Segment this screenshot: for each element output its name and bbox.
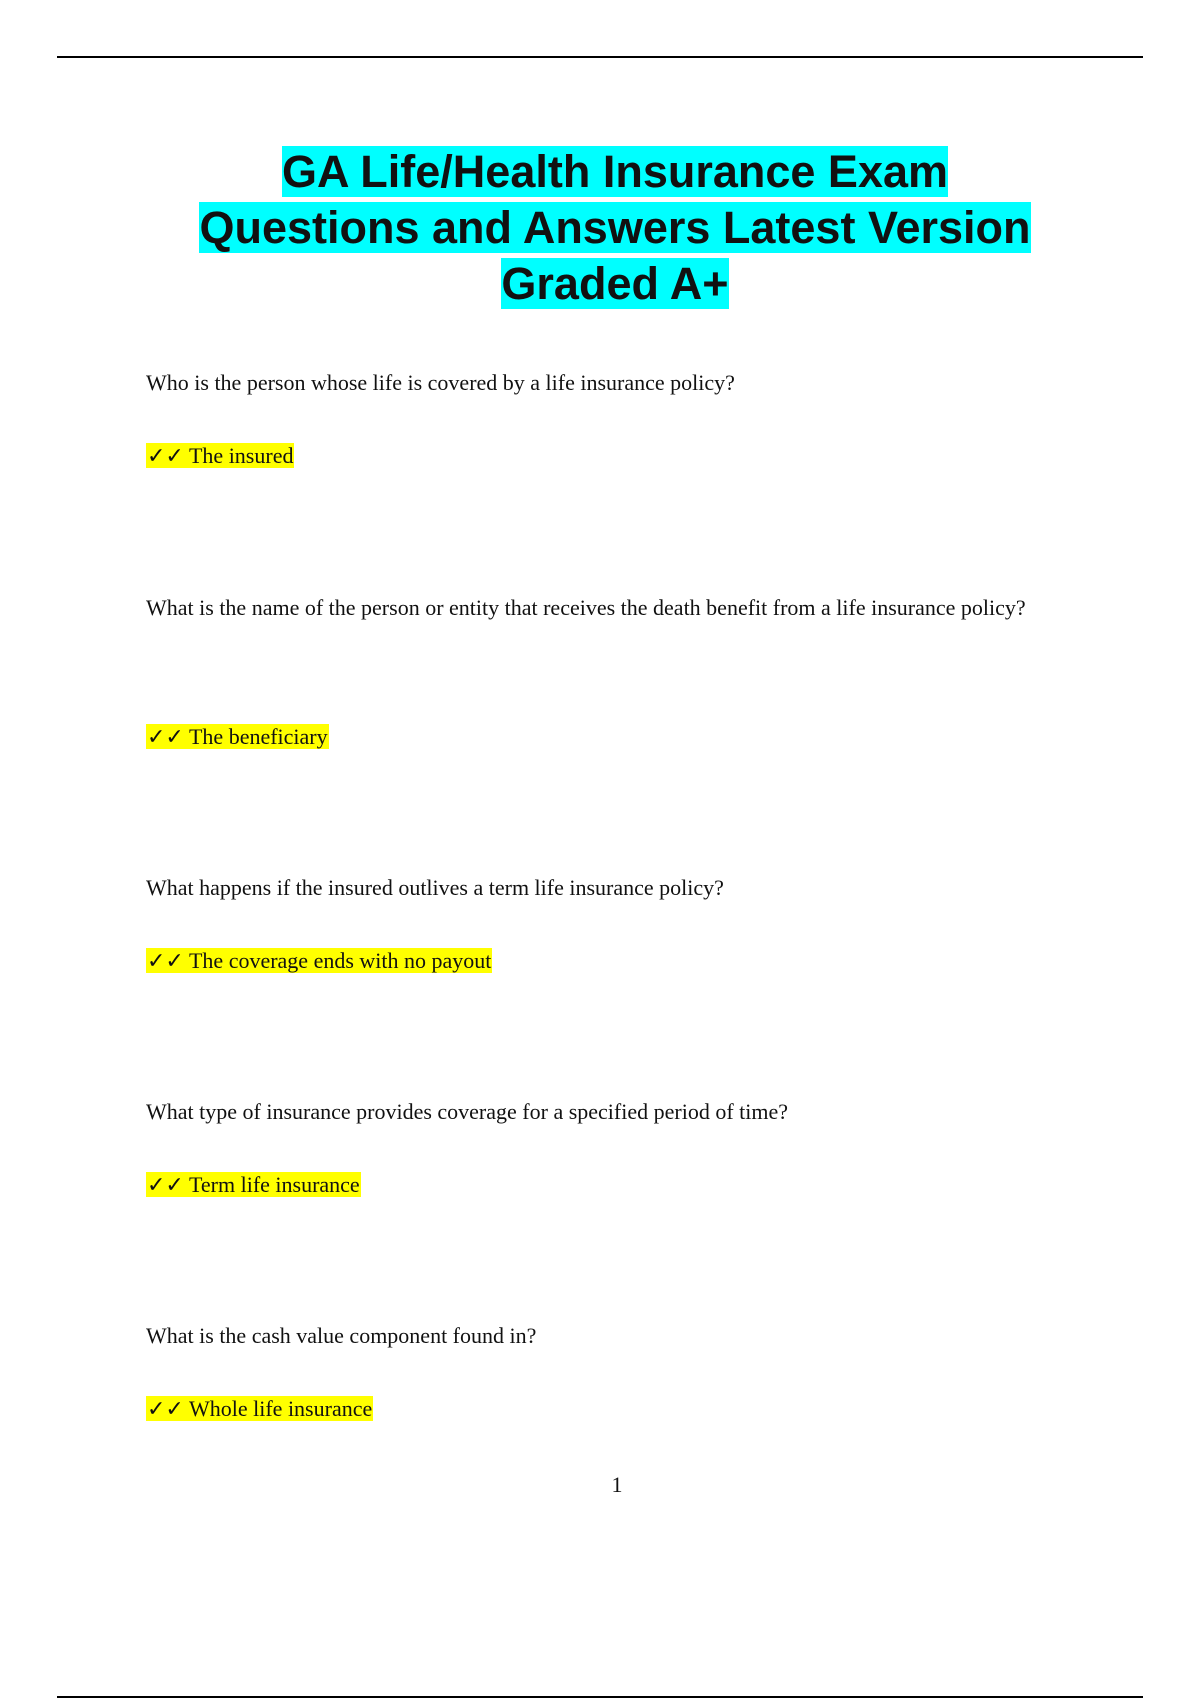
document-title	[60, 144, 1170, 312]
answer-5	[146, 1393, 373, 1426]
check-icon: ✓✓	[147, 949, 184, 974]
answer-2	[146, 721, 329, 754]
answer-4	[146, 1169, 361, 1202]
title-line-2: Questions and Answers Latest Version	[199, 202, 1031, 253]
question-2: What is the name of the person or entity that receives the death benefit from a life insurance policy?	[146, 595, 1026, 620]
answer-2-text: The beneficiary	[188, 724, 328, 749]
check-icon: ✓✓	[147, 444, 184, 469]
answer-1-text: The insured	[188, 443, 294, 468]
answer-1	[146, 440, 294, 473]
check-icon: ✓✓	[147, 1173, 184, 1198]
title-line-3: Graded A+	[501, 258, 729, 309]
answer-4-text: Term life insurance	[188, 1172, 360, 1197]
check-icon: ✓✓	[147, 725, 184, 750]
answer-5-text: Whole life insurance	[188, 1396, 373, 1421]
question-4: What type of insurance provides coverage for a specified period of time?	[146, 1099, 789, 1124]
answer-3-text: The coverage ends with no payout	[188, 948, 492, 973]
check-icon: ✓✓	[147, 1397, 184, 1422]
question-3: What happens if the insured outlives a term life insurance policy?	[146, 875, 724, 900]
page-number: 1	[611, 1472, 623, 1497]
question-5: What is the cash value component found in?	[146, 1323, 537, 1348]
title-line-1: GA Life/Health Insurance Exam	[281, 146, 949, 197]
question-1: Who is the person whose life is covered by a life insurance policy?	[146, 370, 735, 395]
header-rule	[57, 56, 1143, 58]
answer-3	[146, 945, 492, 978]
footer-rule	[57, 1696, 1143, 1698]
